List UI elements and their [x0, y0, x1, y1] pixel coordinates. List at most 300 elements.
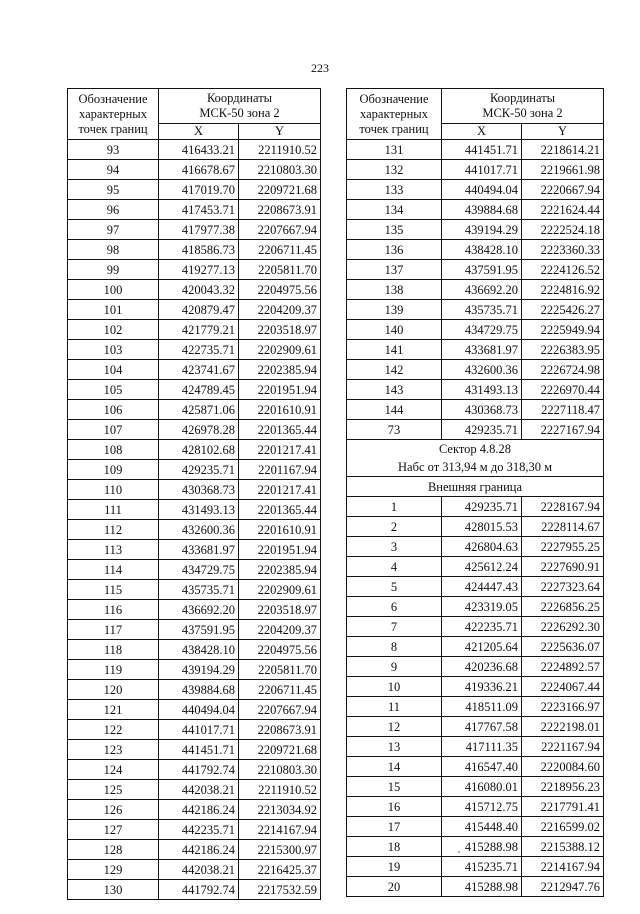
y-coordinate: 2227167.94: [522, 420, 604, 440]
table-row: [68, 360, 321, 380]
point-number: 1: [347, 497, 442, 517]
y-coordinate: 2212947.76: [522, 877, 604, 897]
point-number: 121: [68, 700, 159, 720]
point-number: 125: [68, 780, 159, 800]
table-row: [68, 480, 321, 500]
table-row: [68, 860, 321, 880]
point-number: 99: [68, 260, 159, 280]
x-coordinate: 439194.29: [442, 220, 522, 240]
x-coordinate: 415448.40: [442, 817, 522, 837]
table-row: [68, 240, 321, 260]
table-row: [68, 780, 321, 800]
x-coordinate: 424447.43: [442, 577, 522, 597]
point-number: 4: [347, 557, 442, 577]
table-row: [68, 200, 321, 220]
y-coordinate: 2208673.91: [239, 200, 321, 220]
table-row: [68, 820, 321, 840]
y-coordinate: 2225426.27: [522, 300, 604, 320]
table-row: [68, 680, 321, 700]
point-number: 137: [347, 260, 442, 280]
table-row: [68, 840, 321, 860]
x-coordinate: 415288.98: [442, 877, 522, 897]
table-row: [68, 760, 321, 780]
point-number: 97: [68, 220, 159, 240]
table-row: [68, 220, 321, 240]
point-number: 95: [68, 180, 159, 200]
point-number: 115: [68, 580, 159, 600]
table-row: [347, 817, 604, 837]
point-number: 124: [68, 760, 159, 780]
x-coordinate: 417767.58: [442, 717, 522, 737]
table-row: [68, 420, 321, 440]
point-number: 134: [347, 200, 442, 220]
y-coordinate: 2222524.18: [522, 220, 604, 240]
x-coordinate: 441792.74: [159, 760, 239, 780]
table-row: [347, 797, 604, 817]
table-row: [68, 440, 321, 460]
x-coordinate: 420043.32: [159, 280, 239, 300]
x-coordinate: 420236.68: [442, 657, 522, 677]
point-number: 10: [347, 677, 442, 697]
x-coordinate: 442186.24: [159, 840, 239, 860]
point-number: 105: [68, 380, 159, 400]
x-coordinate: 439884.68: [159, 680, 239, 700]
point-number: 8: [347, 637, 442, 657]
x-coordinate: 438428.10: [159, 640, 239, 660]
table-row: [347, 300, 604, 320]
x-coordinate: 438428.10: [442, 240, 522, 260]
y-coordinate: 2227118.47: [522, 400, 604, 420]
sector-row: [347, 440, 604, 477]
point-number: 120: [68, 680, 159, 700]
table-row: [347, 497, 604, 517]
x-coordinate: 436692.20: [442, 280, 522, 300]
table-row: [347, 737, 604, 757]
y-coordinate: 2203518.97: [239, 320, 321, 340]
y-coordinate: 2204209.37: [239, 620, 321, 640]
x-coordinate: 415712.75: [442, 797, 522, 817]
point-number: 123: [68, 740, 159, 760]
sector-height-range: Набс от 313,94 м до 318,30 м: [398, 460, 552, 474]
x-coordinate: 423741.67: [159, 360, 239, 380]
y-coordinate: 2206711.45: [239, 680, 321, 700]
coordinates-table-right: [346, 88, 604, 897]
point-number: 114: [68, 560, 159, 580]
y-coordinate: 2227323.64: [522, 577, 604, 597]
table-row: [347, 657, 604, 677]
table-row: [68, 500, 321, 520]
y-coordinate: 2203518.97: [239, 600, 321, 620]
y-coordinate: 2201217.41: [239, 440, 321, 460]
x-coordinate: 435735.71: [442, 300, 522, 320]
x-coordinate: 432600.36: [159, 520, 239, 540]
table-row: [68, 340, 321, 360]
x-coordinate: 428102.68: [159, 440, 239, 460]
point-number: 132: [347, 160, 442, 180]
x-coordinate: 441017.71: [442, 160, 522, 180]
table-row: [347, 400, 604, 420]
y-coordinate: 2221167.94: [522, 737, 604, 757]
table-row: [347, 577, 604, 597]
y-coordinate: 2201167.94: [239, 460, 321, 480]
y-header: Y: [522, 124, 604, 140]
y-coordinate: 2204975.56: [239, 280, 321, 300]
point-number: 98: [68, 240, 159, 260]
point-number: 16: [347, 797, 442, 817]
y-coordinate: 2225636.07: [522, 637, 604, 657]
table-row: [68, 580, 321, 600]
y-coordinate: 2204209.37: [239, 300, 321, 320]
table-row: [347, 697, 604, 717]
x-coordinate: 433681.97: [442, 340, 522, 360]
point-number: 102: [68, 320, 159, 340]
x-coordinate: 418586.73: [159, 240, 239, 260]
table-row: [347, 637, 604, 657]
x-coordinate: 419277.13: [159, 260, 239, 280]
point-number: 141: [347, 340, 442, 360]
y-coordinate: 2226292.30: [522, 617, 604, 637]
y-coordinate: 2227955.25: [522, 537, 604, 557]
x-coordinate: 431493.13: [159, 500, 239, 520]
y-coordinate: 2224892.57: [522, 657, 604, 677]
x-coordinate: 416678.67: [159, 160, 239, 180]
x-coordinate: 415235.71: [442, 857, 522, 877]
y-coordinate: 2204975.56: [239, 640, 321, 660]
table-row: [68, 180, 321, 200]
table-row: [347, 557, 604, 577]
designation-header-line: характерных: [360, 106, 428, 121]
y-coordinate: 2218956.23: [522, 777, 604, 797]
y-coordinate: 2224126.52: [522, 260, 604, 280]
table-row: [347, 200, 604, 220]
point-number: 13: [347, 737, 442, 757]
table-row: [347, 597, 604, 617]
point-number: 118: [68, 640, 159, 660]
scan-mark: [458, 851, 460, 853]
y-coordinate: 2211910.52: [239, 140, 321, 160]
coordinates-header-line: МСК-50 зона 2: [199, 106, 280, 120]
x-coordinate: 433681.97: [159, 540, 239, 560]
table-row: [68, 600, 321, 620]
y-coordinate: 2226856.25: [522, 597, 604, 617]
table-row: [347, 420, 604, 440]
y-coordinate: 2205811.70: [239, 660, 321, 680]
point-number: 140: [347, 320, 442, 340]
table-row: [68, 460, 321, 480]
point-number: 117: [68, 620, 159, 640]
point-number: 109: [68, 460, 159, 480]
y-coordinate: 2210803.30: [239, 760, 321, 780]
table-row: [68, 540, 321, 560]
coordinates-header-line: Координаты: [489, 91, 556, 105]
y-coordinate: 2222198.01: [522, 717, 604, 737]
x-coordinate: 416547.40: [442, 757, 522, 777]
point-number: 104: [68, 360, 159, 380]
table-row: [68, 640, 321, 660]
header-row: [68, 89, 321, 124]
x-coordinate: 422735.71: [159, 340, 239, 360]
y-coordinate: 2201951.94: [239, 540, 321, 560]
table-row: [68, 520, 321, 540]
table-row: [347, 320, 604, 340]
x-coordinate: 416433.21: [159, 140, 239, 160]
y-coordinate: 2201610.91: [239, 400, 321, 420]
table-row: [68, 300, 321, 320]
point-number: 9: [347, 657, 442, 677]
point-number: 15: [347, 777, 442, 797]
coordinates-header: [159, 89, 321, 124]
y-coordinate: 2226724.98: [522, 360, 604, 380]
table-row: [68, 140, 321, 160]
designation-header-line: точек границ: [359, 121, 429, 136]
y-coordinate: 2223166.97: [522, 697, 604, 717]
table-row: [68, 720, 321, 740]
x-coordinate: 417111.35: [442, 737, 522, 757]
designation-header-line: Обозначение: [78, 91, 148, 106]
point-number: 144: [347, 400, 442, 420]
x-coordinate: 442235.71: [159, 820, 239, 840]
y-coordinate: 2214167.94: [522, 857, 604, 877]
point-number: 3: [347, 537, 442, 557]
y-coordinate: 2201217.41: [239, 480, 321, 500]
x-coordinate: 441017.71: [159, 720, 239, 740]
table-row: [68, 700, 321, 720]
point-number: 127: [68, 820, 159, 840]
coordinates-header-line: Координаты: [206, 91, 273, 105]
x-header: X: [442, 124, 522, 140]
x-coordinate: 426978.28: [159, 420, 239, 440]
y-coordinate: 2201365.44: [239, 500, 321, 520]
point-number: 101: [68, 300, 159, 320]
table-row: [347, 617, 604, 637]
point-number: 112: [68, 520, 159, 540]
table-body-right: [347, 89, 604, 897]
header-row: [347, 89, 604, 124]
point-number: 136: [347, 240, 442, 260]
y-coordinate: 2216425.37: [239, 860, 321, 880]
x-coordinate: 437591.95: [442, 260, 522, 280]
table-body-left: [68, 89, 321, 900]
y-coordinate: 2215388.12: [522, 837, 604, 857]
y-coordinate: 2207667.94: [239, 700, 321, 720]
x-coordinate: 442186.24: [159, 800, 239, 820]
point-number: 103: [68, 340, 159, 360]
x-coordinate: 416080.01: [442, 777, 522, 797]
table-row: [68, 380, 321, 400]
point-number: 96: [68, 200, 159, 220]
point-number: 108: [68, 440, 159, 460]
y-coordinate: 2206711.45: [239, 240, 321, 260]
designation-header-line: характерных: [79, 106, 147, 121]
x-coordinate: 439194.29: [159, 660, 239, 680]
designation-header-line: Обозначение: [359, 91, 429, 106]
x-coordinate: 442038.21: [159, 780, 239, 800]
x-coordinate: 434729.75: [442, 320, 522, 340]
point-number: 17: [347, 817, 442, 837]
y-coordinate: 2216599.02: [522, 817, 604, 837]
coordinates-header-line: МСК-50 зона 2: [482, 106, 563, 120]
table-row: [68, 560, 321, 580]
x-coordinate: 429235.71: [442, 420, 522, 440]
x-coordinate: 430368.73: [159, 480, 239, 500]
y-coordinate: 2224067.44: [522, 677, 604, 697]
point-number: 142: [347, 360, 442, 380]
table-row: [347, 717, 604, 737]
table-row: [68, 160, 321, 180]
table-row: [347, 260, 604, 280]
y-coordinate: 2228167.94: [522, 497, 604, 517]
point-number: 19: [347, 857, 442, 877]
point-number: 14: [347, 757, 442, 777]
y-coordinate: 2210803.30: [239, 160, 321, 180]
y-coordinate: 2224816.92: [522, 280, 604, 300]
sector-heading: [347, 440, 604, 477]
y-coordinate: 2202385.94: [239, 560, 321, 580]
table-row: [347, 380, 604, 400]
y-coordinate: 2215300.97: [239, 840, 321, 860]
designation-header-line: точек границ: [78, 121, 148, 136]
coordinates-header: [442, 89, 604, 124]
point-number: 73: [347, 420, 442, 440]
point-number: 94: [68, 160, 159, 180]
designation-header: [347, 89, 442, 140]
x-coordinate: 417977.38: [159, 220, 239, 240]
y-coordinate: 2221624.44: [522, 200, 604, 220]
y-coordinate: 2217532.59: [239, 880, 321, 900]
x-coordinate: 428015.53: [442, 517, 522, 537]
table-row: [347, 677, 604, 697]
x-coordinate: 421779.21: [159, 320, 239, 340]
x-coordinate: 441451.71: [159, 740, 239, 760]
table-row: [347, 517, 604, 537]
y-coordinate: 2211910.52: [239, 780, 321, 800]
point-number: 2: [347, 517, 442, 537]
point-number: 12: [347, 717, 442, 737]
y-coordinate: 2202909.61: [239, 340, 321, 360]
point-number: 111: [68, 500, 159, 520]
y-coordinate: 2201951.94: [239, 380, 321, 400]
point-number: 6: [347, 597, 442, 617]
y-coordinate: 2223360.33: [522, 240, 604, 260]
y-coordinate: 2207667.94: [239, 220, 321, 240]
x-coordinate: 421205.64: [442, 637, 522, 657]
point-number: 135: [347, 220, 442, 240]
boundary-row: [347, 477, 604, 497]
table-row: [347, 240, 604, 260]
y-coordinate: 2226383.95: [522, 340, 604, 360]
point-number: 93: [68, 140, 159, 160]
x-coordinate: 417019.70: [159, 180, 239, 200]
x-coordinate: 440494.04: [159, 700, 239, 720]
table-row: [68, 660, 321, 680]
table-row: [68, 400, 321, 420]
x-coordinate: 415288.98: [442, 837, 522, 857]
y-coordinate: 2218614.21: [522, 140, 604, 160]
table-row: [68, 280, 321, 300]
table-row: [347, 280, 604, 300]
y-coordinate: 2209721.68: [239, 740, 321, 760]
x-coordinate: 423319.05: [442, 597, 522, 617]
boundary-heading: Внешняя граница: [347, 477, 604, 497]
x-coordinate: 426804.63: [442, 537, 522, 557]
designation-header: [68, 89, 159, 140]
y-coordinate: 2220667.94: [522, 180, 604, 200]
table-row: [347, 837, 604, 857]
y-coordinate: 2201610.91: [239, 520, 321, 540]
point-number: 20: [347, 877, 442, 897]
point-number: 5: [347, 577, 442, 597]
x-coordinate: 422235.71: [442, 617, 522, 637]
y-coordinate: 2214167.94: [239, 820, 321, 840]
y-coordinate: 2201365.44: [239, 420, 321, 440]
point-number: 130: [68, 880, 159, 900]
x-coordinate: 429235.71: [159, 460, 239, 480]
x-coordinate: 424789.45: [159, 380, 239, 400]
page-number: 223: [311, 61, 329, 75]
table-row: [347, 857, 604, 877]
y-coordinate: 2225949.94: [522, 320, 604, 340]
table-row: [347, 537, 604, 557]
point-number: 133: [347, 180, 442, 200]
point-number: 107: [68, 420, 159, 440]
x-coordinate: 430368.73: [442, 400, 522, 420]
y-coordinate: 2219661.98: [522, 160, 604, 180]
point-number: 143: [347, 380, 442, 400]
table-row: [347, 757, 604, 777]
table-row: [68, 800, 321, 820]
x-coordinate: 425612.24: [442, 557, 522, 577]
table-row: [347, 140, 604, 160]
x-coordinate: 431493.13: [442, 380, 522, 400]
point-number: 129: [68, 860, 159, 880]
point-number: 113: [68, 540, 159, 560]
coordinates-table-left: [67, 88, 321, 900]
x-coordinate: 420879.47: [159, 300, 239, 320]
y-coordinate: 2227690.91: [522, 557, 604, 577]
y-coordinate: 2228114.67: [522, 517, 604, 537]
y-coordinate: 2213034.92: [239, 800, 321, 820]
table-row: [347, 180, 604, 200]
table-row: [347, 160, 604, 180]
point-number: 106: [68, 400, 159, 420]
point-number: 18: [347, 837, 442, 857]
y-coordinate: 2202385.94: [239, 360, 321, 380]
table-row: [347, 360, 604, 380]
table-row: [347, 877, 604, 897]
table-row: [347, 777, 604, 797]
table-row: [347, 220, 604, 240]
x-coordinate: 439884.68: [442, 200, 522, 220]
point-number: 122: [68, 720, 159, 740]
table-row: [68, 880, 321, 900]
y-coordinate: 2209721.68: [239, 180, 321, 200]
point-number: 7: [347, 617, 442, 637]
point-number: 119: [68, 660, 159, 680]
point-number: 128: [68, 840, 159, 860]
x-coordinate: 417453.71: [159, 200, 239, 220]
x-coordinate: 429235.71: [442, 497, 522, 517]
table-row: [68, 320, 321, 340]
point-number: 11: [347, 697, 442, 717]
point-number: 126: [68, 800, 159, 820]
x-coordinate: 441792.74: [159, 880, 239, 900]
x-coordinate: 418511.09: [442, 697, 522, 717]
y-coordinate: 2202909.61: [239, 580, 321, 600]
x-coordinate: 442038.21: [159, 860, 239, 880]
point-number: 116: [68, 600, 159, 620]
point-number: 100: [68, 280, 159, 300]
sector-title: Сектор 4.8.28: [438, 442, 512, 456]
